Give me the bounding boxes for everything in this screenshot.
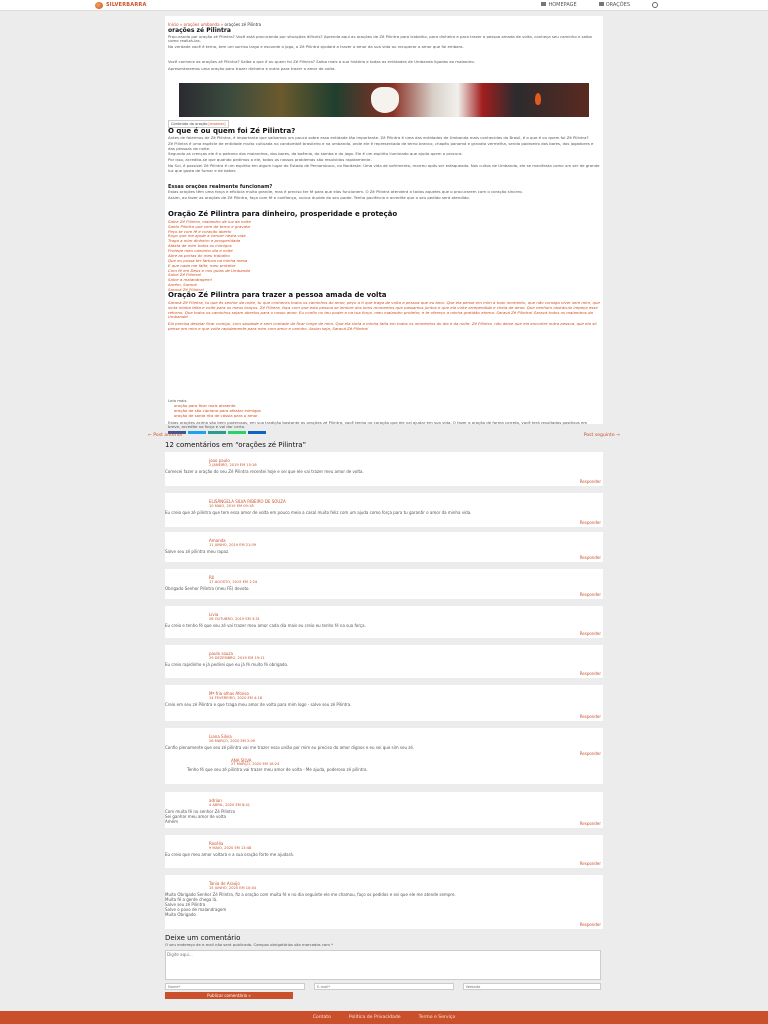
website-input[interactable]	[463, 983, 601, 990]
linkedin-share-button[interactable]	[248, 431, 266, 434]
comment-author[interactable]: ELISÂNGELA SILVA RIBEIRO DE SOUZA	[209, 499, 286, 504]
comment-text: Muito Obrigado Senhor Zé Pilintra, fiz a oração com muita fé e no dia seguinte ele me chamou, faço os pedidos e sei que ele me atende sempre. Muita fé a gente chega lá. Salve seu zé Pilintra Salve o povo de malandragem Muito Obrigado	[165, 892, 456, 917]
comment-text: Salve seu zé pilintra meu rapaz.	[165, 549, 230, 554]
hero-candle-shape	[535, 93, 541, 105]
prayer-line: Com fé em Deus e nos guias de Umbanda	[168, 267, 250, 273]
hero-image	[179, 83, 589, 117]
prayer-line: Traga a mim dinheiro e prosperidade	[168, 238, 241, 244]
top-bar	[0, 0, 768, 11]
toc-label: Conteúdo da oração	[171, 122, 208, 126]
whatsapp-share-button[interactable]	[228, 431, 246, 434]
home-icon	[541, 2, 546, 6]
section-paragraph: No Sul, é possível Zé Pilintra é um espírito em algum lugar do Estado de Pernambuco, no Nordeste. Uma vida de sofrimento, morreu após ser esfaqueado. Nos cultos de Umbanda, ele se manifesta como um ser de grande luz que gosta de fumar e de beber.	[168, 163, 600, 173]
comment-card	[165, 792, 603, 828]
prayer-line: Amém, Saravá	[168, 282, 197, 288]
related-link[interactable]: oração de santa rita de cássia para o amor	[174, 412, 258, 418]
comment-date[interactable]: 15 JUNHO, 2020 EM 10:44	[209, 886, 257, 890]
comment-author[interactable]: Amanda	[209, 538, 226, 543]
section-heading: Oração Zé Pilintra para trazer a pessoa amada de volta	[168, 291, 387, 299]
related-links	[168, 404, 600, 419]
nested-reply	[187, 728, 603, 784]
comment-card	[165, 493, 603, 527]
comment-date[interactable]: 14 FEVEREIRO, 2020 EM 4:18	[209, 696, 263, 700]
comment-card	[165, 728, 603, 784]
grid-icon	[599, 2, 604, 6]
comment-author[interactable]: Lívia	[209, 612, 219, 617]
reply-button[interactable]: Responder	[579, 592, 601, 597]
share-buttons	[168, 431, 600, 434]
comment-date[interactable]: 17 AGOSTO, 2019 EM 1:24	[209, 580, 258, 584]
comment-text: Creio em seu zé Pilintra e que traga meu amor de volta para mim logo - salve seu zé Pilintra.	[165, 702, 352, 707]
prayer-line: E que nada me falte, meu protetor	[168, 262, 236, 268]
prayer-line: Protege meu caminho dia e noite	[168, 248, 233, 253]
prayer-line: Rogo que me ajude a vencer nesta vida	[168, 233, 246, 239]
comment-date[interactable]: 26 MARÇO, 2020 EM 2:09	[209, 739, 256, 743]
comment-author[interactable]: paulo souza	[209, 651, 233, 656]
breadcrumb-current: orações zé Pilintra	[224, 22, 262, 27]
comment-date[interactable]: 4 ABRIL, 2020 EM 8:41	[209, 803, 251, 807]
prayer-line: Santo Pilintra que vem de terno e gravata	[168, 223, 250, 229]
prayer-line: Salve Zé Pilintra!	[168, 272, 202, 278]
search-icon[interactable]	[652, 2, 658, 8]
comment-text: Eu creio e tenho fé que seu zé vai trazer meu amor cada dia mais eu creio eu tenho fé na sua força.	[165, 623, 366, 628]
comment-card	[165, 875, 603, 929]
comment-author[interactable]: Tania de Araújo	[209, 881, 240, 886]
intro-paragraph: Você conhece as orações zé Pilintra? Saiba o que é ou quem foi Zé Pilintra? Saiba mais a sua história e todas as entidades de Umbanda ligadas ao malandro.	[168, 59, 475, 64]
prayer-love-text: Saravá Zé Pilintra, tu que és senhor da noite, tu que conheces todos os caminhos do amor, peço a ti que traga de volta a pessoa que eu amo. Que ela pense em mim a todo momento, que não consiga viver sem mim, que sinta minha falta e volte para os meus braços. Zé Pilintra, faça com que esta pessoa se lembre dos bons momentos que passamos juntos e que ela volte arrependida e cheia de amor. Que nenhum obstáculo impeça esse retorno. Que todos os caminhos sejam abertos para o nosso amor. Eu confio no teu poder e na tua força, meu malandro protetor, e te ofereço a minha gratidão eterna. Saravá Zé Pilintra! Saravá todos os malandros da Umbanda!	[168, 299, 600, 320]
prayer-line: Afasta de mim todos os inimigos	[168, 243, 232, 249]
comment-form	[165, 934, 603, 1000]
prayer-line: Saravá Zé Pilintra!	[168, 287, 205, 292]
comment-card	[165, 569, 603, 599]
comment-card	[165, 645, 603, 678]
section-paragraph: Segundo as crenças ele é o patrono dos malandros, dos bares, da boêmia, do samba e do jogo. Ele é um espírito iluminado que ajuda quem o procura.	[168, 151, 463, 157]
comment-date[interactable]: 11 JUNHO, 2019 EM 21:09	[209, 543, 257, 547]
reply-button[interactable]: Responder	[579, 821, 601, 826]
comment-date[interactable]: 27 MARÇO, 2020 EM 18:24	[231, 762, 280, 766]
submit-comment-button[interactable]: Publicar comentário »	[165, 992, 293, 999]
logo-icon	[95, 2, 103, 9]
see-also-label: Leia mais	[168, 398, 187, 403]
twitter-share-button[interactable]	[188, 431, 206, 434]
comment-text: Obrigado Senhor Pilintra (meu FÉ) devoto.	[165, 586, 250, 591]
intro-paragraph: Procurando por oração zé Pilintra? Você está procurando por situações difíceis? Aprenda aqui as orações de Zé Pilintra para trabalho, para dinheiro e para trazer a pessoa amada de volta, conheça seu caminho e saiba como realizá-las.	[168, 33, 592, 44]
footer-link-privacidade[interactable]: Política de Privacidade	[348, 1014, 401, 1020]
prayer-line: Salve Zé Pilintra, malandro de luz da noite	[168, 218, 251, 224]
breadcrumb-parent[interactable]: Início » orações umbanda »	[168, 22, 224, 27]
comment-form-note: O seu endereço de e-mail não será publicado. Campos obrigatórios são marcados com *	[165, 941, 334, 947]
name-input[interactable]	[165, 983, 305, 990]
comment-author[interactable]: joao paulo	[209, 458, 230, 463]
prayer-money-list	[168, 220, 600, 293]
reply-button[interactable]: Responder	[579, 671, 601, 676]
previous-post-link[interactable]: ← Post anterior	[148, 433, 183, 438]
email-share-button[interactable]	[208, 431, 226, 434]
comment-text: Comecei fazer a oração do seu Zé Pilintra recentei hoje e sei que ele vai trazer meu amor de volta.	[165, 469, 364, 474]
reply-button[interactable]: Responder	[579, 520, 601, 525]
reply-button[interactable]: Responder	[579, 861, 601, 866]
nav-oracoes[interactable]: ORAÇÕES	[599, 2, 630, 8]
logo-text: SILVERBARRA	[106, 1, 147, 8]
section-heading: O que é ou quem foi Zé Pilintra?	[168, 127, 296, 135]
prayer-line: Que eu possa ter fartura na minha mesa	[168, 257, 248, 263]
section-paragraph: Zé Pilintra é uma espécie de entidade muito cultuada no candomblé brasileiro e na umbanda, onde ele é representado de terno branco, chapéu panamá e gravata vermelha, sendo padroeiro dos bares, dos jogadores e das pessoas da noite.	[168, 140, 594, 151]
footer	[0, 1011, 768, 1024]
comment-card	[165, 685, 603, 721]
comment-author[interactable]: Liana Silvia	[209, 734, 232, 739]
nav-homepage[interactable]: HOMEPAGE	[541, 2, 576, 8]
section-heading: Oração Zé Pilintra para dinheiro, prosperidade e proteção	[168, 210, 398, 218]
section-paragraph: Por isso, acredita-se que quando pedimos a ele, todos os nossos problemas são resolvidos rapidamente.	[168, 157, 372, 163]
next-post-link[interactable]: Post seguinte →	[583, 433, 620, 438]
comment-text: Tenho fé que seu zé pilintra vai trazer meu amor de volta - Me ajuda, poderoso zé pilintra.	[187, 767, 368, 772]
comment-card	[165, 606, 603, 638]
comment-date[interactable]: 29 DEZEMBRO, 2019 EM 19:11	[209, 656, 265, 660]
comment-card	[165, 835, 603, 868]
comment-text: Eu creio rapidinho e já pedirei que eu já fé muito fé obrigado.	[165, 662, 289, 667]
comment-textarea[interactable]	[165, 950, 601, 980]
comment-card	[165, 452, 603, 486]
comment-author[interactable]: adrian	[209, 798, 222, 803]
comment-date[interactable]: 9 MAIO, 2020 EM 13:48	[209, 846, 252, 850]
comment-text: Com muita fé no senhor Zé Pilintra Sei ganhar meu amor de volta Amém	[165, 809, 235, 824]
page-title: orações zé Pilintra	[168, 27, 231, 34]
comment-text: Eu creio que zé pilintra que tem essa amor de volta em pouco meio a casal muito feliz com um ajuda como força para tu garantir o amor da minha vida.	[165, 510, 472, 515]
reply-button[interactable]: Responder	[579, 479, 601, 484]
comment-author[interactable]: Rosélia	[209, 841, 224, 846]
related-link[interactable]: oração de são cipriano para afastar inimigos	[174, 407, 261, 413]
footer-link-termos[interactable]: Termo e Serviço	[418, 1014, 456, 1020]
comment-author[interactable]: ANA SILVA	[231, 758, 252, 763]
prayer-line: Peço-te com fé e coração aberto	[168, 228, 232, 234]
intro-paragraph: Na verdade você é terno, tem um sorriso largo e esconde o jogo, o Zé Pilintra ajudará a trazer o amor da sua vida ou recuperar o amor que foi embora.	[168, 44, 464, 50]
comment-card	[165, 532, 603, 562]
article-card	[165, 16, 603, 430]
reply-button[interactable]: Responder	[579, 751, 601, 756]
reply-button[interactable]: Responder	[579, 555, 601, 560]
reply-button[interactable]: Responder	[579, 714, 601, 719]
prayer-line: Abre as portas do meu trabalho	[168, 252, 230, 258]
comment-date[interactable]: 2 JANEIRO, 2019 EM 15:16	[209, 463, 257, 467]
comment-date[interactable]: 28 OUTUBRO, 2019 EM 3:31	[209, 617, 260, 621]
reply-button[interactable]: Responder	[579, 631, 601, 636]
reply-button[interactable]: Responder	[579, 922, 601, 927]
comment-text: Eu creio que meu amor voltará e a sua oração forte me ajudará.	[165, 852, 294, 857]
footer-link-contato[interactable]: Contato	[312, 1014, 331, 1020]
site-logo[interactable]	[95, 1, 147, 9]
top-nav	[541, 1, 658, 9]
comment-author[interactable]: Mª fria olhas Afonso	[209, 691, 249, 696]
hero-face-shape	[371, 87, 399, 113]
prayer-love-text: Ela precisa desejar ficar comigo, com saudade e sem vontade de ficar longe de mim. Que ela sinta a minha falta em todos os momentos do dia e da noite. Zé Pilintra, não deixe que ela encontre outra pessoa, que ela só pense em mim e que volte rapidamente para mim com amor e carinho. Assim seja, Saravá Zé Pilintra!	[168, 321, 597, 332]
intro-paragraph: Apresentaremos uma oração para trazer dinheiro e outra para trazer o amor de volta.	[168, 65, 336, 71]
section-paragraph: Estas orações têm uma força e eficácia muito grande, mas é preciso ter fé para que elas funcionem. O Zé Pilintra atenderá a todos aqueles que o procurarem com o coração sincero.	[168, 189, 523, 195]
email-input[interactable]	[314, 983, 454, 990]
related-link[interactable]: oração para ficar mais atraente	[174, 402, 236, 408]
comments-title: 12 comentários em “orações zé Pilintra”	[165, 441, 307, 449]
comment-date[interactable]: 10 MAIO, 2019 EM 09:18	[209, 504, 254, 508]
section-heading: Essas orações realmente funcionam?	[168, 184, 273, 190]
section-paragraph: Antes de falarmos de Zé Pilintra, é importante que saibamos um pouco sobre essa entidade tão importante. Zé Pilintra é uma das entidades de Umbanda mais conhecidas do Brasil, é o que é ou quem foi Zé Pilintra?	[168, 134, 589, 140]
comment-author[interactable]: Rô	[209, 575, 215, 580]
toc-toggle[interactable]: [mostrar]	[208, 122, 226, 126]
section-paragraph: Assim, ao fazer as orações de Zé Pilintra, faça com fé e confiança, nunca duvide do seu poder. Tenha paciência e acredite que o seu pedido será atendido.	[168, 195, 470, 201]
comment-text: Confio plenamente que seu zé pilintra vai me trazer essa união por mim eu preciso do amor dignos e eu sei que sim seu zé.	[165, 745, 415, 750]
closing-paragraph: Estas orações acima são bem poderosas, em sua tradição bastante as orações zé Pilintra, você tenha no coração que ele vai ajudar em sua vida. O fazer a oração de forma correta, você terá resultados positivos em breve, acredite na força e vai dar certo.	[168, 419, 588, 430]
comment-form-title: Deixe um comentário	[165, 934, 241, 942]
prayer-line: Salve a malandragem!	[168, 277, 213, 283]
